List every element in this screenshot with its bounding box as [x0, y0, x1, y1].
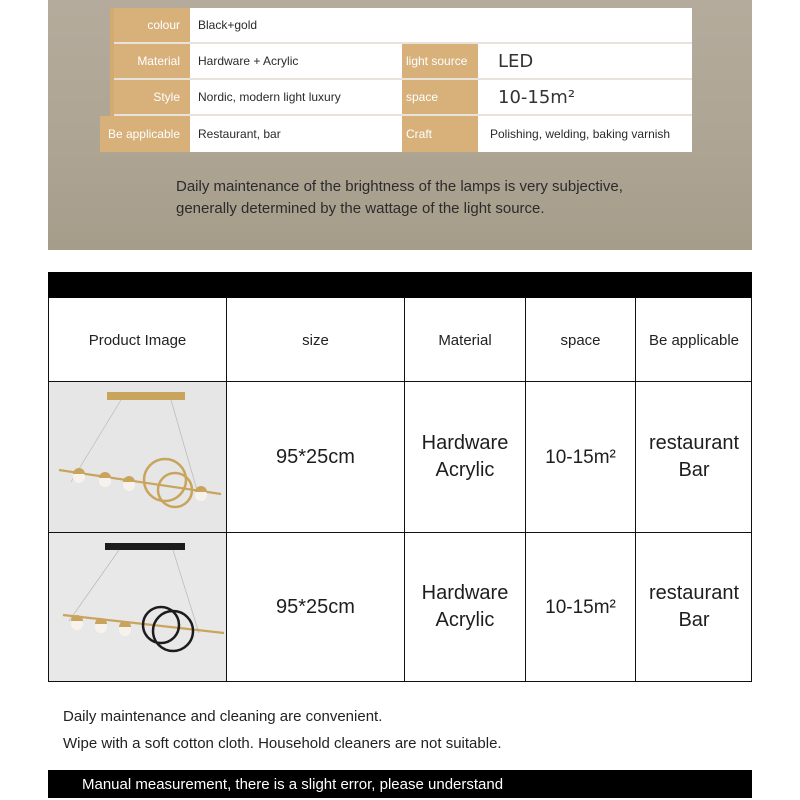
- spec-row-material: [114, 44, 692, 78]
- brightness-note-line1: Daily maintenance of the brightness of the lamps is very subjective,: [176, 178, 623, 195]
- spec-row-colour: [114, 8, 692, 42]
- space-label: space: [402, 80, 478, 114]
- header-size: size: [302, 331, 329, 349]
- grid-line: [635, 298, 636, 682]
- applicable-line1: restaurant: [648, 582, 740, 604]
- grid-line: [48, 298, 49, 682]
- header-space: space: [560, 331, 601, 349]
- applicable-line2: Bar: [678, 459, 710, 481]
- header-material: Material: [438, 331, 492, 349]
- light-source-label: light source: [402, 44, 478, 78]
- brightness-note: [176, 176, 623, 220]
- grid-line: [751, 298, 752, 682]
- cleaning-note: Daily maintenance and cleaning are convenient.: [63, 708, 383, 725]
- black-lamp-illustration: [49, 533, 226, 681]
- material-line2: Acrylic: [435, 609, 495, 631]
- grid-line: [404, 298, 405, 682]
- brightness-note-line2: generally determined by the wattage of the light source.: [176, 200, 545, 217]
- craft-label: Craft: [402, 116, 478, 152]
- craft-value: Polishing, welding, baking varnish: [490, 127, 671, 141]
- footer-banner: [48, 770, 752, 798]
- cleaning-instructions: Wipe with a soft cotton cloth. Household cleaners are not suitable.: [63, 735, 502, 752]
- material-line1: Hardware: [421, 582, 509, 604]
- material-line2: Acrylic: [435, 459, 495, 481]
- material-value: Hardware + Acrylic: [198, 54, 299, 68]
- applicable-cell: [636, 382, 752, 532]
- size-cell: 95*25cm: [276, 445, 355, 468]
- style-label: Style: [114, 80, 190, 114]
- space-cell: 10-15m²: [545, 596, 616, 618]
- applicable-cell: [636, 533, 752, 681]
- spec-row-style: [114, 80, 692, 114]
- header-product-image: Product Image: [88, 331, 187, 349]
- applicable-value: Restaurant, bar: [198, 127, 281, 141]
- grid-line: [226, 298, 227, 682]
- spec-row-applicable: [107, 116, 692, 152]
- colour-value: Black+gold: [198, 18, 258, 32]
- spec-panel: [48, 0, 752, 250]
- applicable-line1: restaurant: [648, 432, 740, 454]
- space-value: 10-15m²: [498, 86, 576, 108]
- applicable-line2: Bar: [678, 609, 710, 631]
- applicable-label: Be applicable: [100, 116, 190, 152]
- gold-lamp-illustration: [49, 382, 226, 532]
- material-line1: Hardware: [421, 432, 509, 454]
- material-cell: [405, 382, 525, 532]
- spec-table: [107, 8, 692, 152]
- material-cell: [405, 533, 525, 681]
- space-cell: 10-15m²: [545, 446, 616, 468]
- grid-line: [48, 681, 752, 682]
- product-image-black: [49, 533, 226, 681]
- footer-text: Manual measurement, there is a slight error, please understand: [82, 775, 504, 793]
- material-label: Material: [114, 44, 190, 78]
- grid-line: [48, 532, 752, 533]
- style-value: Nordic, modern light luxury: [198, 90, 341, 104]
- grid-line: [525, 298, 526, 682]
- table-header-strip: [48, 272, 752, 298]
- grid-line: [48, 381, 752, 382]
- colour-label: colour: [114, 8, 190, 42]
- light-source-value: LED: [498, 50, 534, 72]
- size-cell: 95*25cm: [276, 595, 355, 618]
- comparison-table: [48, 298, 752, 682]
- product-image-gold: [49, 382, 226, 532]
- header-applicable: Be applicable: [648, 331, 740, 349]
